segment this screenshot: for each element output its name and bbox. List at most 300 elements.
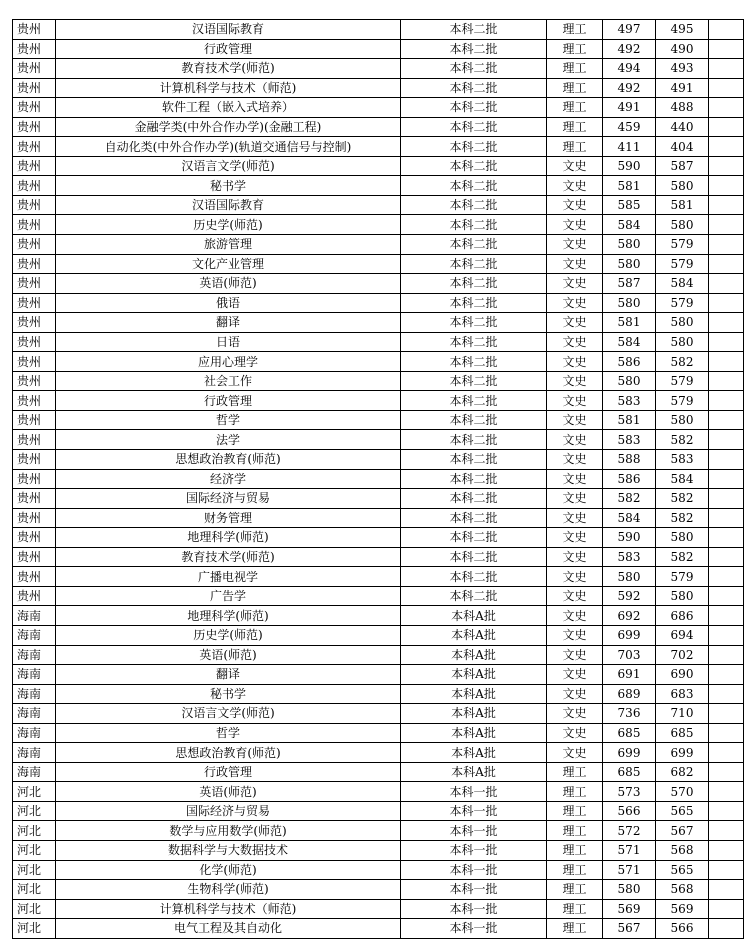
max-score-cell: 587 (603, 274, 656, 294)
subject-type-cell: 理工 (547, 59, 603, 79)
province-cell: 海南 (13, 684, 56, 704)
max-score-cell: 571 (603, 860, 656, 880)
batch-cell: 本科二批 (401, 567, 547, 587)
note-cell (709, 840, 744, 860)
min-score-cell: 568 (656, 840, 709, 860)
max-score-cell: 571 (603, 840, 656, 860)
max-score-cell: 580 (603, 371, 656, 391)
province-cell: 贵州 (13, 293, 56, 313)
note-cell (709, 704, 744, 724)
province-cell: 河北 (13, 919, 56, 939)
note-cell (709, 176, 744, 196)
major-cell: 历史学(师范) (56, 625, 401, 645)
subject-type-cell: 文史 (547, 450, 603, 470)
batch-cell: 本科一批 (401, 821, 547, 841)
note-cell (709, 821, 744, 841)
major-cell: 旅游管理 (56, 235, 401, 255)
table-row (13, 684, 744, 704)
table-row (13, 410, 744, 430)
batch-cell: 本科A批 (401, 645, 547, 665)
note-cell (709, 625, 744, 645)
major-cell: 数学与应用数学(师范) (56, 821, 401, 841)
province-cell: 贵州 (13, 117, 56, 137)
table-row (13, 469, 744, 489)
subject-type-cell: 文史 (547, 332, 603, 352)
province-cell: 河北 (13, 880, 56, 900)
major-cell: 社会工作 (56, 371, 401, 391)
batch-cell: 本科二批 (401, 450, 547, 470)
note-cell (709, 762, 744, 782)
batch-cell: 本科A批 (401, 743, 547, 763)
min-score-cell: 579 (656, 254, 709, 274)
note-cell (709, 59, 744, 79)
min-score-cell: 582 (656, 489, 709, 509)
batch-cell: 本科二批 (401, 489, 547, 509)
table-row (13, 176, 744, 196)
batch-cell: 本科二批 (401, 313, 547, 333)
min-score-cell: 580 (656, 528, 709, 548)
admission-score-table (12, 19, 744, 939)
max-score-cell: 703 (603, 645, 656, 665)
max-score-cell: 581 (603, 313, 656, 333)
province-cell: 贵州 (13, 332, 56, 352)
note-cell (709, 410, 744, 430)
note-cell (709, 547, 744, 567)
max-score-cell: 736 (603, 704, 656, 724)
major-cell: 翻译 (56, 313, 401, 333)
major-cell: 汉语言文学(师范) (56, 156, 401, 176)
major-cell: 行政管理 (56, 762, 401, 782)
major-cell: 日语 (56, 332, 401, 352)
province-cell: 河北 (13, 860, 56, 880)
note-cell (709, 156, 744, 176)
batch-cell: 本科一批 (401, 899, 547, 919)
batch-cell: 本科A批 (401, 762, 547, 782)
note-cell (709, 78, 744, 98)
major-cell: 经济学 (56, 469, 401, 489)
table-row (13, 274, 744, 294)
subject-type-cell: 文史 (547, 391, 603, 411)
batch-cell: 本科一批 (401, 801, 547, 821)
max-score-cell: 491 (603, 98, 656, 118)
batch-cell: 本科二批 (401, 586, 547, 606)
table-row (13, 489, 744, 509)
major-cell: 翻译 (56, 665, 401, 685)
subject-type-cell: 文史 (547, 274, 603, 294)
min-score-cell: 685 (656, 723, 709, 743)
batch-cell: 本科二批 (401, 352, 547, 372)
major-cell: 汉语国际教育 (56, 20, 401, 40)
province-cell: 海南 (13, 645, 56, 665)
table-row (13, 59, 744, 79)
note-cell (709, 508, 744, 528)
max-score-cell: 494 (603, 59, 656, 79)
note-cell (709, 254, 744, 274)
min-score-cell: 699 (656, 743, 709, 763)
max-score-cell: 492 (603, 78, 656, 98)
batch-cell: 本科二批 (401, 469, 547, 489)
max-score-cell: 699 (603, 743, 656, 763)
subject-type-cell: 文史 (547, 156, 603, 176)
min-score-cell: 579 (656, 293, 709, 313)
table-row (13, 840, 744, 860)
province-cell: 贵州 (13, 391, 56, 411)
note-cell (709, 723, 744, 743)
batch-cell: 本科二批 (401, 59, 547, 79)
min-score-cell: 580 (656, 215, 709, 235)
batch-cell: 本科二批 (401, 430, 547, 450)
major-cell: 计算机科学与技术（师范) (56, 899, 401, 919)
note-cell (709, 782, 744, 802)
batch-cell: 本科一批 (401, 840, 547, 860)
max-score-cell: 583 (603, 430, 656, 450)
province-cell: 海南 (13, 625, 56, 645)
table-row (13, 645, 744, 665)
note-cell (709, 880, 744, 900)
province-cell: 贵州 (13, 137, 56, 157)
min-score-cell: 584 (656, 274, 709, 294)
max-score-cell: 497 (603, 20, 656, 40)
batch-cell: 本科二批 (401, 528, 547, 548)
note-cell (709, 39, 744, 59)
major-cell: 地理科学(师范) (56, 528, 401, 548)
table-row (13, 430, 744, 450)
batch-cell: 本科二批 (401, 20, 547, 40)
major-cell: 生物科学(师范) (56, 880, 401, 900)
batch-cell: 本科A批 (401, 684, 547, 704)
min-score-cell: 580 (656, 586, 709, 606)
min-score-cell: 582 (656, 430, 709, 450)
table-row (13, 860, 744, 880)
note-cell (709, 743, 744, 763)
table-row (13, 352, 744, 372)
batch-cell: 本科二批 (401, 274, 547, 294)
province-cell: 贵州 (13, 274, 56, 294)
table-row (13, 450, 744, 470)
note-cell (709, 430, 744, 450)
note-cell (709, 469, 744, 489)
subject-type-cell: 文史 (547, 430, 603, 450)
max-score-cell: 685 (603, 762, 656, 782)
batch-cell: 本科二批 (401, 293, 547, 313)
subject-type-cell: 理工 (547, 137, 603, 157)
batch-cell: 本科二批 (401, 391, 547, 411)
table-row (13, 313, 744, 333)
major-cell: 教育技术学(师范) (56, 59, 401, 79)
subject-type-cell: 文史 (547, 743, 603, 763)
major-cell: 数据科学与大数据技术 (56, 840, 401, 860)
note-cell (709, 293, 744, 313)
subject-type-cell: 理工 (547, 880, 603, 900)
min-score-cell: 582 (656, 547, 709, 567)
min-score-cell: 580 (656, 176, 709, 196)
max-score-cell: 691 (603, 665, 656, 685)
note-cell (709, 215, 744, 235)
table-row (13, 606, 744, 626)
max-score-cell: 590 (603, 156, 656, 176)
max-score-cell: 459 (603, 117, 656, 137)
min-score-cell: 565 (656, 801, 709, 821)
table-row (13, 20, 744, 40)
table-row (13, 235, 744, 255)
batch-cell: 本科一批 (401, 880, 547, 900)
province-cell: 贵州 (13, 469, 56, 489)
subject-type-cell: 理工 (547, 20, 603, 40)
batch-cell: 本科二批 (401, 508, 547, 528)
note-cell (709, 665, 744, 685)
subject-type-cell: 文史 (547, 176, 603, 196)
min-score-cell: 682 (656, 762, 709, 782)
note-cell (709, 450, 744, 470)
min-score-cell: 565 (656, 860, 709, 880)
subject-type-cell: 文史 (547, 489, 603, 509)
batch-cell: 本科一批 (401, 782, 547, 802)
batch-cell: 本科一批 (401, 919, 547, 939)
batch-cell: 本科二批 (401, 332, 547, 352)
table-row (13, 391, 744, 411)
max-score-cell: 569 (603, 899, 656, 919)
province-cell: 贵州 (13, 313, 56, 333)
max-score-cell: 582 (603, 489, 656, 509)
note-cell (709, 919, 744, 939)
min-score-cell: 566 (656, 919, 709, 939)
major-cell: 电气工程及其自动化 (56, 919, 401, 939)
note-cell (709, 352, 744, 372)
province-cell: 贵州 (13, 59, 56, 79)
max-score-cell: 692 (603, 606, 656, 626)
batch-cell: 本科二批 (401, 195, 547, 215)
subject-type-cell: 文史 (547, 352, 603, 372)
province-cell: 贵州 (13, 20, 56, 40)
major-cell: 英语(师范) (56, 782, 401, 802)
note-cell (709, 528, 744, 548)
major-cell: 行政管理 (56, 391, 401, 411)
province-cell: 贵州 (13, 254, 56, 274)
major-cell: 文化产业管理 (56, 254, 401, 274)
subject-type-cell: 理工 (547, 840, 603, 860)
min-score-cell: 690 (656, 665, 709, 685)
subject-type-cell: 文史 (547, 254, 603, 274)
note-cell (709, 391, 744, 411)
min-score-cell: 580 (656, 410, 709, 430)
min-score-cell: 579 (656, 391, 709, 411)
subject-type-cell: 文史 (547, 625, 603, 645)
max-score-cell: 567 (603, 919, 656, 939)
major-cell: 哲学 (56, 410, 401, 430)
min-score-cell: 488 (656, 98, 709, 118)
table-row (13, 293, 744, 313)
table-row (13, 782, 744, 802)
subject-type-cell: 文史 (547, 586, 603, 606)
max-score-cell: 583 (603, 391, 656, 411)
table-row (13, 508, 744, 528)
province-cell: 河北 (13, 782, 56, 802)
major-cell: 行政管理 (56, 39, 401, 59)
min-score-cell: 579 (656, 567, 709, 587)
major-cell: 汉语国际教育 (56, 195, 401, 215)
table-row (13, 156, 744, 176)
max-score-cell: 580 (603, 880, 656, 900)
major-cell: 教育技术学(师范) (56, 547, 401, 567)
max-score-cell: 590 (603, 528, 656, 548)
major-cell: 金融学类(中外合作办学)(金融工程) (56, 117, 401, 137)
min-score-cell: 710 (656, 704, 709, 724)
max-score-cell: 584 (603, 215, 656, 235)
province-cell: 贵州 (13, 235, 56, 255)
major-cell: 化学(师范) (56, 860, 401, 880)
province-cell: 贵州 (13, 98, 56, 118)
major-cell: 英语(师范) (56, 645, 401, 665)
min-score-cell: 568 (656, 880, 709, 900)
subject-type-cell: 理工 (547, 78, 603, 98)
table-row (13, 78, 744, 98)
province-cell: 河北 (13, 840, 56, 860)
max-score-cell: 699 (603, 625, 656, 645)
min-score-cell: 404 (656, 137, 709, 157)
note-cell (709, 860, 744, 880)
major-cell: 英语(师范) (56, 274, 401, 294)
province-cell: 贵州 (13, 547, 56, 567)
min-score-cell: 584 (656, 469, 709, 489)
table-row (13, 665, 744, 685)
batch-cell: 本科二批 (401, 156, 547, 176)
table-row (13, 371, 744, 391)
batch-cell: 本科二批 (401, 39, 547, 59)
max-score-cell: 588 (603, 450, 656, 470)
max-score-cell: 584 (603, 508, 656, 528)
batch-cell: 本科二批 (401, 78, 547, 98)
min-score-cell: 581 (656, 195, 709, 215)
note-cell (709, 117, 744, 137)
batch-cell: 本科二批 (401, 215, 547, 235)
max-score-cell: 689 (603, 684, 656, 704)
table-row (13, 625, 744, 645)
major-cell: 思想政治教育(师范) (56, 450, 401, 470)
subject-type-cell: 理工 (547, 762, 603, 782)
major-cell: 广告学 (56, 586, 401, 606)
subject-type-cell: 理工 (547, 801, 603, 821)
major-cell: 地理科学(师范) (56, 606, 401, 626)
province-cell: 贵州 (13, 215, 56, 235)
min-score-cell: 440 (656, 117, 709, 137)
note-cell (709, 332, 744, 352)
note-cell (709, 489, 744, 509)
province-cell: 贵州 (13, 430, 56, 450)
province-cell: 贵州 (13, 352, 56, 372)
max-score-cell: 685 (603, 723, 656, 743)
max-score-cell: 573 (603, 782, 656, 802)
table-row (13, 137, 744, 157)
max-score-cell: 580 (603, 254, 656, 274)
table-row (13, 821, 744, 841)
table-row (13, 801, 744, 821)
major-cell: 国际经济与贸易 (56, 801, 401, 821)
min-score-cell: 582 (656, 352, 709, 372)
min-score-cell: 495 (656, 20, 709, 40)
batch-cell: 本科二批 (401, 176, 547, 196)
min-score-cell: 587 (656, 156, 709, 176)
table-row (13, 547, 744, 567)
table-row (13, 743, 744, 763)
major-cell: 秘书学 (56, 684, 401, 704)
min-score-cell: 702 (656, 645, 709, 665)
province-cell: 海南 (13, 762, 56, 782)
subject-type-cell: 文史 (547, 410, 603, 430)
province-cell: 河北 (13, 801, 56, 821)
batch-cell: 本科二批 (401, 254, 547, 274)
max-score-cell: 586 (603, 352, 656, 372)
max-score-cell: 583 (603, 547, 656, 567)
max-score-cell: 411 (603, 137, 656, 157)
subject-type-cell: 理工 (547, 899, 603, 919)
subject-type-cell: 文史 (547, 528, 603, 548)
province-cell: 贵州 (13, 195, 56, 215)
subject-type-cell: 文史 (547, 293, 603, 313)
subject-type-cell: 理工 (547, 39, 603, 59)
table-row (13, 762, 744, 782)
min-score-cell: 582 (656, 508, 709, 528)
major-cell: 软件工程（嵌入式培养） (56, 98, 401, 118)
table-row (13, 254, 744, 274)
major-cell: 法学 (56, 430, 401, 450)
subject-type-cell: 文史 (547, 195, 603, 215)
min-score-cell: 490 (656, 39, 709, 59)
min-score-cell: 579 (656, 235, 709, 255)
min-score-cell: 683 (656, 684, 709, 704)
max-score-cell: 566 (603, 801, 656, 821)
max-score-cell: 584 (603, 332, 656, 352)
batch-cell: 本科一批 (401, 860, 547, 880)
table-row (13, 215, 744, 235)
note-cell (709, 606, 744, 626)
province-cell: 海南 (13, 743, 56, 763)
table-row (13, 39, 744, 59)
max-score-cell: 492 (603, 39, 656, 59)
min-score-cell: 694 (656, 625, 709, 645)
max-score-cell: 581 (603, 410, 656, 430)
note-cell (709, 98, 744, 118)
batch-cell: 本科二批 (401, 547, 547, 567)
subject-type-cell: 文史 (547, 684, 603, 704)
max-score-cell: 572 (603, 821, 656, 841)
batch-cell: 本科二批 (401, 371, 547, 391)
note-cell (709, 684, 744, 704)
note-cell (709, 567, 744, 587)
province-cell: 海南 (13, 665, 56, 685)
min-score-cell: 567 (656, 821, 709, 841)
major-cell: 思想政治教育(师范) (56, 743, 401, 763)
table-row (13, 195, 744, 215)
note-cell (709, 371, 744, 391)
subject-type-cell: 理工 (547, 860, 603, 880)
subject-type-cell: 文史 (547, 665, 603, 685)
province-cell: 海南 (13, 606, 56, 626)
major-cell: 计算机科学与技术（师范) (56, 78, 401, 98)
min-score-cell: 580 (656, 313, 709, 333)
province-cell: 贵州 (13, 156, 56, 176)
min-score-cell: 570 (656, 782, 709, 802)
major-cell: 财务管理 (56, 508, 401, 528)
batch-cell: 本科二批 (401, 98, 547, 118)
subject-type-cell: 文史 (547, 508, 603, 528)
table-row (13, 919, 744, 939)
major-cell: 国际经济与贸易 (56, 489, 401, 509)
min-score-cell: 583 (656, 450, 709, 470)
province-cell: 海南 (13, 723, 56, 743)
table-row (13, 98, 744, 118)
table-row (13, 586, 744, 606)
subject-type-cell: 文史 (547, 371, 603, 391)
